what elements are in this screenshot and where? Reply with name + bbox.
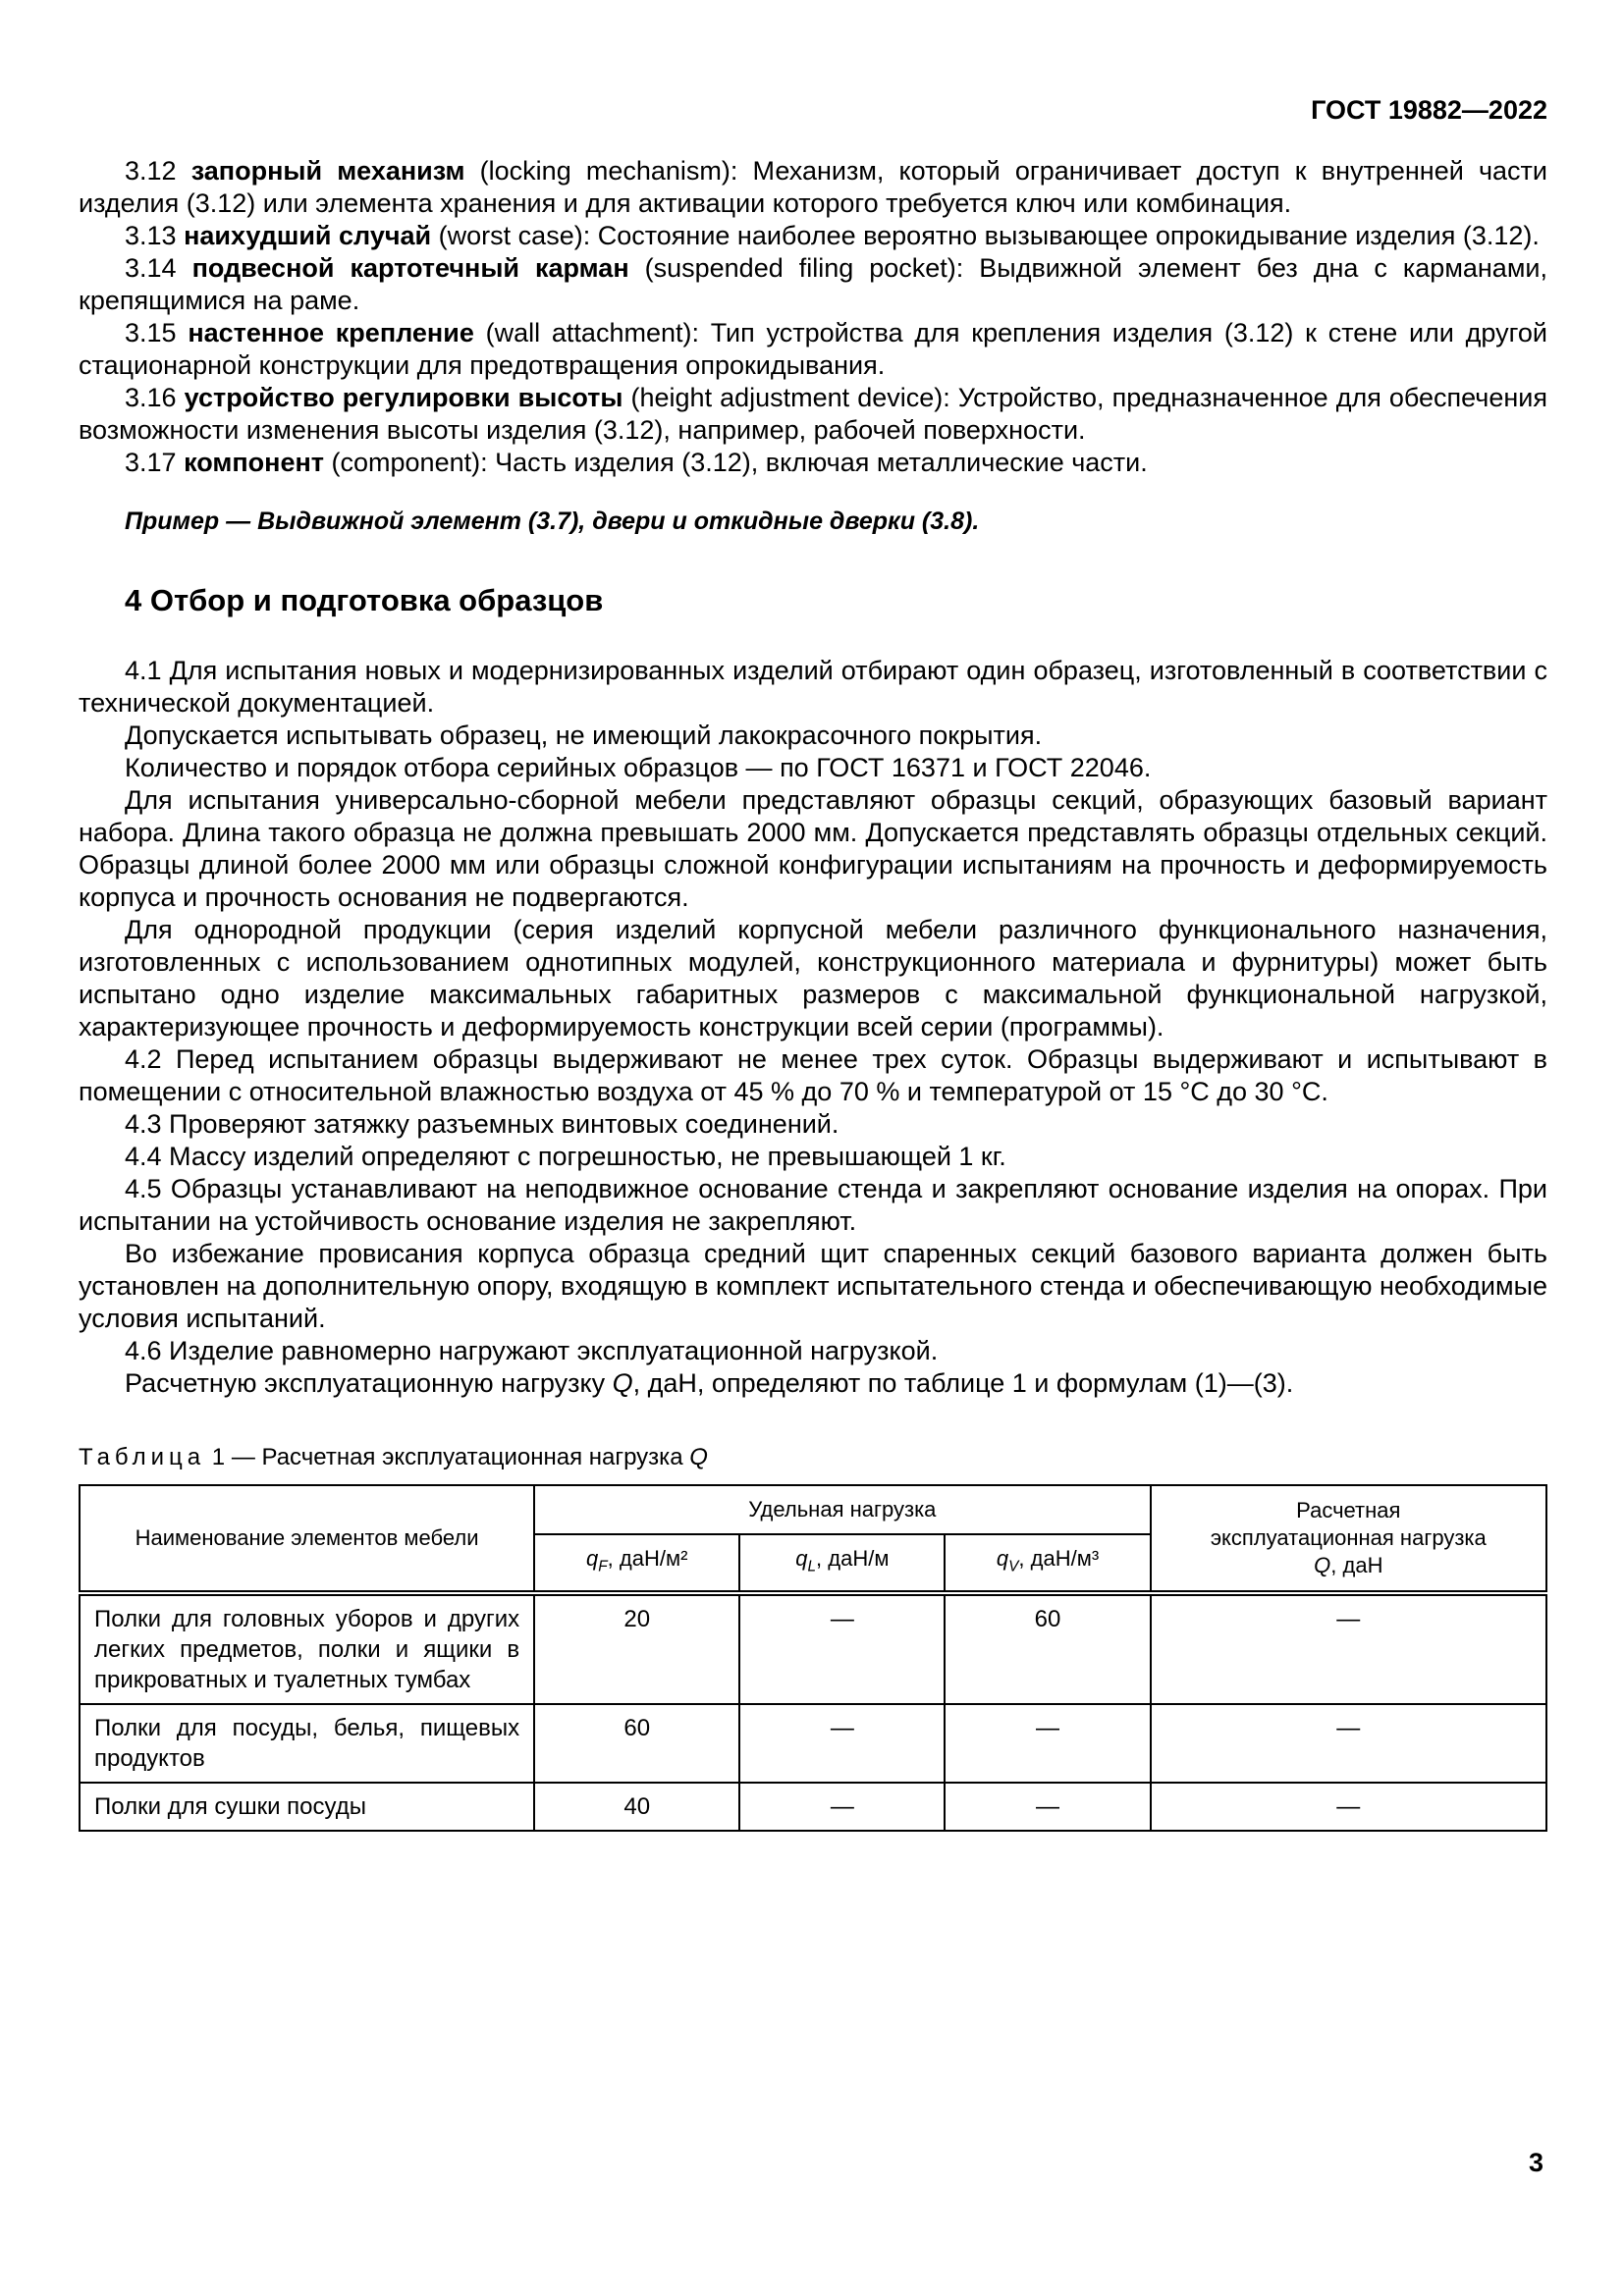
body-paragraph: Количество и порядок отбора серийных образцов — по ГОСТ 16371 и ГОСТ 22046. [125, 753, 1152, 782]
definition-item [79, 447, 1547, 479]
q-value-cell: — [1151, 1593, 1546, 1704]
qf-symbol: q [586, 1546, 599, 1571]
table-row [80, 1704, 1546, 1783]
caption-q-symbol: Q [689, 1444, 708, 1470]
ql-symbol: q [795, 1546, 808, 1571]
term-number: 3.17 [125, 448, 177, 477]
calc-load-text: Расчетную эксплуатационную нагрузку [125, 1368, 606, 1398]
body-paragraph: 4.6 Изделие равномерно нагружают эксплуатационной нагрузкой. [125, 1336, 939, 1365]
ql-value-cell: — [739, 1593, 945, 1704]
col-header-design-load [1151, 1485, 1546, 1593]
qv-value-cell: — [945, 1704, 1150, 1783]
body-paragraph: 4.4 Массу изделий определяют с погрешностью, не превышающей 1 кг. [125, 1142, 1006, 1171]
body-paragraph: 4.5 Образцы устанавливают на неподвижное основание стенда и закрепляют основание изделия на опорах. При испытании на устойчивость основание изделия не закрепляют. [79, 1174, 1547, 1236]
definition-item [79, 252, 1547, 317]
qf-value-cell: 40 [534, 1783, 739, 1831]
ql-value-cell: — [739, 1704, 945, 1783]
page-number: 3 [1528, 2148, 1543, 2177]
body-paragraph: 4.2 Перед испытанием образцы выдерживают не менее трех суток. Образцы выдерживают и испытывают в помещении с относительной влажностью воздуха от 45 % до 70 % и температурой от 15 °С до 30 °С. [79, 1044, 1547, 1106]
qf-value-cell: 20 [534, 1593, 739, 1704]
element-name-cell: Полки для головных уборов и других легких предметов, полки и ящики в прикроватных и туалетных тумбах [80, 1593, 534, 1704]
qv-unit: , даН/м³ [1018, 1546, 1100, 1571]
qv-symbol: q [996, 1546, 1009, 1571]
term-definition: (worst case): Состояние наиболее вероятно вызывающее опрокидывание изделия (3.12). [438, 221, 1540, 250]
term-name: подвесной картотечный карман [191, 253, 629, 283]
definition-item [79, 220, 1547, 252]
term-definition: (wall attachment): Тип устройства для крепления изделия (3.12) к стене или другой стационарной конструкции для предотвращения опрокидывания. [79, 318, 1547, 380]
term-name: наихудший случай [184, 221, 432, 250]
caption-word: Таблица [79, 1444, 206, 1470]
term-number: 3.16 [125, 383, 177, 412]
example-note: Пример — Выдвижной элемент (3.7), двери и откидные дверки (3.8). [125, 507, 980, 535]
caption-title: Расчетная эксплуатационная нагрузка [261, 1444, 683, 1470]
calc-load-text-rest: , даН, определяют по таблице 1 и формулам (1)—(3). [632, 1368, 1294, 1398]
ql-subscript: L [807, 1558, 817, 1575]
q-value-cell: — [1151, 1783, 1546, 1831]
body-paragraph: 4.1 Для испытания новых и модернизированных изделий отбирают один образец, изготовленный в соответствии с технической документацией. [79, 656, 1547, 718]
table-caption [79, 1443, 1547, 1472]
terms-section [79, 155, 1547, 537]
load-table [79, 1484, 1547, 1832]
q-unit: , даН [1330, 1553, 1383, 1578]
q-symbol: Q [1314, 1553, 1331, 1578]
table-row [80, 1593, 1546, 1704]
term-number: 3.15 [125, 318, 177, 347]
design-load-line1: Расчетная [1296, 1498, 1401, 1523]
qv-value-cell: 60 [945, 1593, 1150, 1704]
body-paragraph: Во избежание провисания корпуса образца средний щит спаренных секций базового варианта должен быть установлен на дополнительную опору, входящую в комплект испытательного стенда и обеспечивающую необходимые условия испытаний. [79, 1239, 1547, 1333]
ql-value-cell: — [739, 1783, 945, 1831]
qf-value-cell: 60 [534, 1704, 739, 1783]
body-paragraph: 4.3 Проверяют затяжку разъемных винтовых соединений. [125, 1109, 839, 1139]
body-paragraph [79, 1367, 1547, 1400]
design-load-line3 [1164, 1552, 1534, 1579]
qf-unit: , даН/м² [607, 1546, 688, 1571]
load-table-body [80, 1593, 1546, 1831]
term-definition: (height adjustment device): Устройство, предназначенное для обеспечения возможности изменения высоты изделия (3.12), например, рабочей поверхности. [79, 383, 1547, 445]
qv-subscript: V [1008, 1558, 1019, 1575]
term-definition: (locking mechanism): Механизм, который ограничивает доступ к внутренней части изделия (3.12) или элемента хранения и для активации которого требуется ключ или комбинация. [79, 156, 1547, 218]
section-heading: 4 Отбор и подготовка образцов [125, 583, 604, 617]
term-definition: (component): Часть изделия (3.12), включая металлические части. [331, 448, 1148, 477]
caption-number: 1 [211, 1444, 226, 1470]
definition-item [79, 382, 1547, 447]
design-load-line2: эксплуатационная нагрузка [1210, 1525, 1487, 1551]
col-header-name: Наименование элементов мебели [80, 1485, 534, 1593]
term-name: настенное крепление [188, 318, 474, 347]
definition-item [79, 155, 1547, 220]
body-paragraph: Для испытания универсально-сборной мебели представляют образцы секций, образующих базовый вариант набора. Длина такого образца не должна превышать 2000 мм. Допускается представлять образцы отдельных секций. Образцы длиной более 2000 мм или образцы сложной конфигурации испытаниям на прочность и деформируемость корпуса и прочность основания не подвергаются. [79, 785, 1547, 912]
term-name: запорный механизм [190, 156, 465, 186]
definition-item [79, 317, 1547, 382]
selection-section [79, 582, 1547, 1400]
term-name: компонент [184, 448, 325, 477]
table-row [80, 1783, 1546, 1831]
term-definition: (suspended filing pocket): Выдвижной элемент без дна с карманами, крепящимися на раме. [79, 253, 1547, 315]
q-symbol: Q [612, 1368, 633, 1398]
q-value-cell: — [1151, 1704, 1546, 1783]
term-number: 3.12 [125, 156, 177, 186]
doc-number: ГОСТ 19882—2022 [1311, 95, 1547, 125]
term-number: 3.14 [125, 253, 177, 283]
term-number: 3.13 [125, 221, 177, 250]
element-name-cell: Полки для сушки посуды [80, 1783, 534, 1831]
body-paragraph: Допускается испытывать образец, не имеющий лакокрасочного покрытия. [125, 721, 1043, 750]
load-table-header [80, 1485, 1546, 1593]
col-header-qf [534, 1534, 739, 1593]
body-paragraph: Для однородной продукции (серия изделий корпусной мебели различного функционального назначения, изготовленных с использованием однотипных модулей, конструкционного материала и фурнитуры) может быть испытано одно изделие максимальных габаритных размеров с максимальной функциональной нагрузкой, характеризующее прочность и деформируемость конструкции всей серии (программы). [79, 915, 1547, 1041]
qv-value-cell: — [945, 1783, 1150, 1831]
ql-unit: , даН/м [816, 1546, 890, 1571]
caption-dash: — [231, 1444, 255, 1470]
col-header-group: Удельная нагрузка [534, 1485, 1150, 1534]
page-content [79, 94, 1547, 1832]
element-name-cell: Полки для посуды, белья, пищевых продуктов [80, 1704, 534, 1783]
term-name: устройство регулировки высоты [184, 383, 623, 412]
qf-subscript: F [598, 1558, 608, 1575]
col-header-ql [739, 1534, 945, 1593]
col-header-qv [945, 1534, 1150, 1593]
